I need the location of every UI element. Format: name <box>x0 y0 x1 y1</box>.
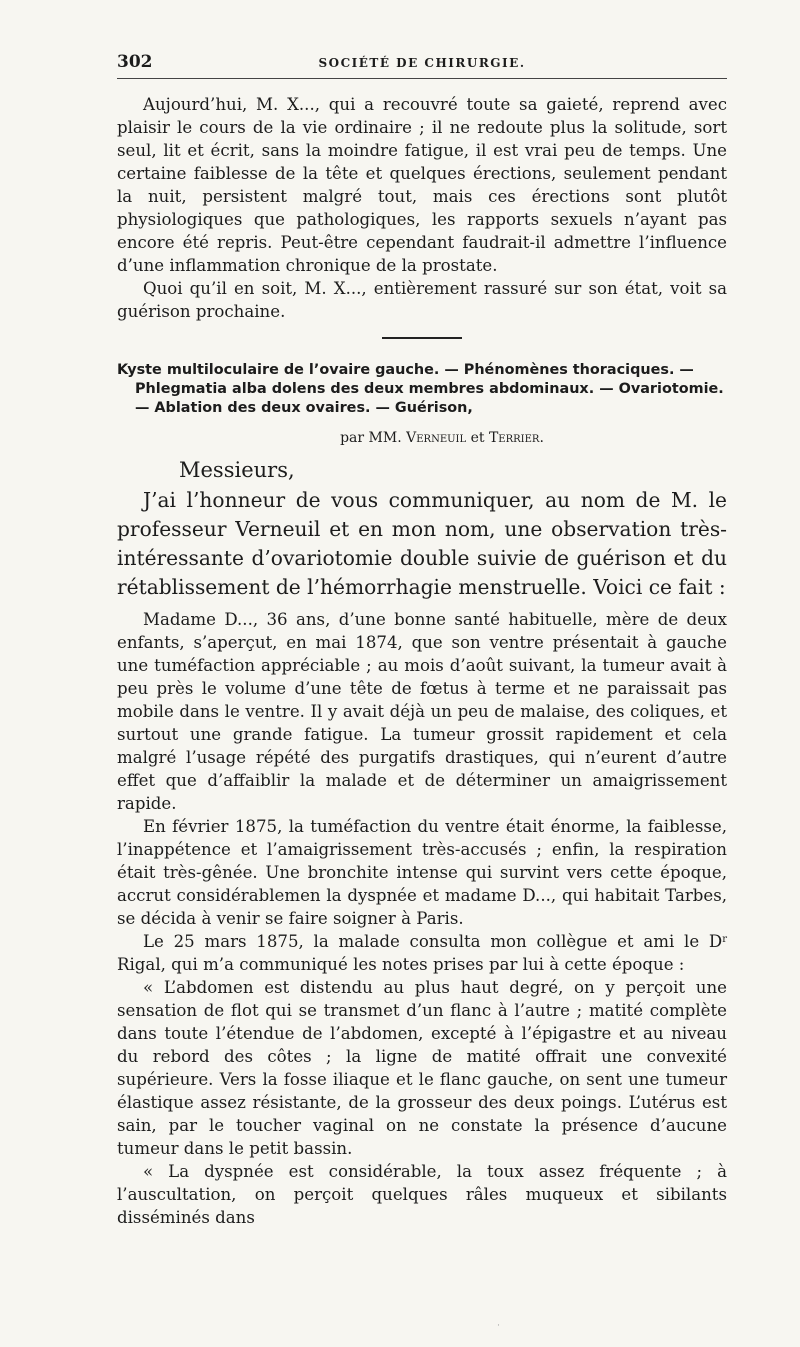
page-number: 302 <box>117 52 153 72</box>
paragraph-text: Rigal, qui m’a communiqué les notes prises par lui à cette époque : <box>117 955 685 974</box>
quoted-paragraph: « L’abdomen est distendu au plus haut degré, on y perçoit une sensation de flot qui se transmet d’un flanc à l’autre ; matité complète dans toute l’étendue de l’abdomen, excepté à l’épigastre et au niveau du rebord des côtes ; la ligne de matité offrait une convexité supérieure. Vers la fosse iliaque et le flanc gauche, on sent une tumeur élastique assez résistante, de la grosseur des deux poings. L’utérus est sain, par le toucher vaginal on ne constate la présence d’aucune tumeur dans le petit bassin. <box>117 978 727 1158</box>
author-name: Verneuil <box>406 430 467 446</box>
ink-speck: ˙ <box>496 1324 501 1335</box>
running-title: SOCIÉTÉ DE CHIRURGIE. <box>318 56 526 70</box>
author-name: Terrier <box>488 430 540 446</box>
paragraph-text: Le 25 mars 1875, la malade consulta mon collègue et ami le D <box>143 932 723 951</box>
title-line: Phlegmatia alba dolens des deux membres abdominaux. — Ovariotomie. <box>135 381 724 397</box>
intro-paragraph: J’ai l’honneur de vous communiquer, au nom de M. le professeur Verneuil et en mon nom, une observation très-intéressante d’ovariotomie double suivie de guérison et du rétablissement de l’hémorrhagie menstruelle. Voici ce fait : <box>117 488 727 599</box>
page-header <box>117 48 727 79</box>
title-line: — Ablation des deux ovaires. — Guérison, <box>135 400 473 416</box>
and-label: et <box>470 430 485 446</box>
paragraph: Aujourd’hui, M. X..., qui a recouvré toute sa gaieté, reprend avec plaisir le cours de la vie ordinaire ; il ne redoute plus la solitude, sort seul, lit et écrit, sans la moindre fatigue, il est vrai peu de temps. Une certaine faiblesse de la tête et quelques érections, seulement pendant la nuit, persistent malgré tout, mais ces érections sont plutôt physiologiques que pathologiques, les rapports sexuels n’ayant pas encore été repris. Peut-être cependant faudrait-il admettre l’influence d’une inflammation chronique de la prostate. <box>117 95 727 275</box>
previous-article-end <box>117 93 727 323</box>
paragraph: Madame D..., 36 ans, d’une bonne santé habituelle, mère de deux enfants, s’aperçut, en mai 1874, que son ventre présentait à gauche une tuméfaction appréciable ; au mois d’août suivant, la tumeur avait à peu près le volume d’une tête de fœtus à terme et ne paraissait pas mobile dans le ventre. Il y avait déjà un peu de malaise, des coliques, et surtout une grande fatigue. La tumeur grossit rapidement et cela malgré l’usage répété des purgatifs drastiques, qui n’eurent d’autre effet que d’affaiblir la malade et de déterminer un amaigrissement rapide. <box>117 610 727 813</box>
article-authors: par MM. Verneuil et Terrier. <box>340 430 544 446</box>
paragraph: En février 1875, la tuméfaction du ventre était énorme, la faiblesse, l’inappétence et l’amaigrissement très-accusés ; enfin, la respiration était très-gênée. Une bronchite intense qui survint vers cette époque, accrut considérablemen la dyspnée et madame D..., qui habitait Tarbes, se décida à venir se faire soigner à Paris. <box>117 817 727 928</box>
page <box>117 48 727 1229</box>
title-line: Kyste multiloculaire de l’ovaire gauche. — Phénomènes thoraciques. — <box>117 362 694 378</box>
superscript: r <box>722 934 727 945</box>
section-separator <box>382 337 462 339</box>
salutation: Messieurs, <box>179 458 295 482</box>
paragraph: Quoi qu’il en soit, M. X..., entièrement rassuré sur son état, voit sa guérison prochaine. <box>117 279 727 321</box>
paragraph <box>117 930 727 976</box>
by-label: par MM. <box>340 430 402 446</box>
article-title <box>117 361 727 418</box>
quoted-paragraph: « La dyspnée est considérable, la toux assez fréquente ; à l’auscultation, on perçoit quelques râles muqueux et sibilants disséminés dans <box>117 1162 727 1227</box>
article-body <box>117 608 727 1229</box>
